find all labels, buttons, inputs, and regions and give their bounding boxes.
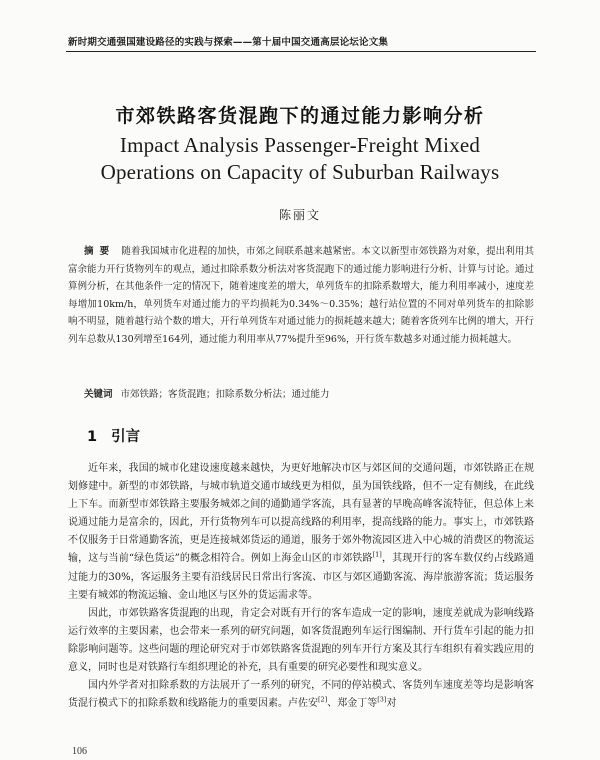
- paragraph-1: [68, 460, 534, 605]
- citation-ref: [1]: [372, 551, 382, 560]
- abstract-label: 摘要: [84, 246, 116, 257]
- citation-ref: [3]: [377, 695, 387, 704]
- section-number: 1: [87, 429, 98, 445]
- author-name: 陈丽文: [278, 208, 321, 222]
- keywords-text: 市郊铁路；客货混跑；扣除系数分析法；通过能力: [120, 389, 330, 400]
- section-heading: [87, 425, 140, 446]
- paragraph-3-text-a: 国内外学者对扣除系数的方法展开了一系列的研究，不同的停站模式、客货列车速度差等均是影响客货混行模式下的扣除系数和线路能力的重要因素。卢佐安: [68, 680, 534, 710]
- keywords-label: 关键词: [84, 389, 113, 400]
- abstract-text: 随着我国城市化进程的加快，市郊之间联系越来越紧密。本文以新型市郊铁路为对象，提出利用其富余能力开行货物列车的观点，通过扣除系数分析法对客货混跑下的通过能力影响进行分析、计算与讨论。通过算例分析，在其他条件一定的情况下，随着速度差的增大，单列货车的扣除系数增大，能力利用率减小，速度差每增加10km/h，单列货车对通过能力的平均损耗为0.34%～0.35%；越行站位置的不同对单列货车的扣除影响不明显，随着越行站个数的增大，开行单列货车对通过能力的损耗越来越大；随着客货列车比例的增大，开行列车总数从130列增至164列，通过能力利用率从77%提升至96%，开行货车数越多对通过能力损耗越大。: [68, 246, 534, 345]
- paragraph-3-text-b: 、郑金丁等: [327, 698, 378, 710]
- abstract: [68, 243, 534, 349]
- header-rule: [66, 51, 536, 52]
- title-chinese: 市郊铁路客货混跑下的通过能力影响分析: [115, 105, 485, 127]
- keywords: [84, 386, 534, 400]
- title-english-line2: Operations on Capacity of Suburban Railways: [100, 160, 500, 184]
- paragraph-3: [68, 677, 534, 713]
- section-title: 引言: [111, 429, 141, 445]
- paragraph-3-text-c: 对: [386, 698, 397, 710]
- page-number: 106: [72, 746, 87, 757]
- body-text: [68, 460, 534, 713]
- paragraph-1-text-b: ，其现开行的客车数仅约占线路通过能力的30%，客运服务主要有沿线居民日常出行客流、市区与郊区通勤客流、海岸旅游客流；货运服务主要有城郊的物流运输、金山地区与区外的货运需求等。: [68, 553, 534, 601]
- paragraph-2: 因此，市郊铁路客货混跑的出现，肯定会对既有开行的客车造成一定的影响，速度差就成为影响线路运行效率的主要因素，也会带来一系列的研究问题，如客货混跑列车运行图编制、开行货车引起的能力扣除影响问题等。这些问题的理论研究对于市郊铁路客货混跑的列车开行方案及其行车组织有着实践应用的意义，同时也是对铁路行车组织理论的补充，具有重要的研究必要性和现实意义。: [68, 607, 534, 674]
- title-english-line1: Impact Analysis Passenger-Freight Mixed: [119, 133, 481, 157]
- citation-ref: [2]: [318, 695, 328, 704]
- running-header: 新时期交通强国建设路径的实践与探索——第十届中国交通高层论坛论文集: [68, 37, 389, 48]
- paragraph-1-text-a: 近年来，我国的城市化建设速度越来越快，为更好地解决市区与郊区间的交通问题，市郊铁路正在规划修建中。新型的市郊铁路，与城市轨道交通市域线更为相似，虽为国铁线路，但不一定有侧线，在此线上下车。而新型市郊铁路主要服务城郊之间的通勤通学客流，具有显著的早晚高峰客流特征，但总体上来说通过能力是富余的，因此，开行货物列车可以提高线路的利用率，提高线路的能力。事实上，市郊铁路不仅服务于日常通勤客流，更是连接城郊货运的通道，服务于郊外物流园区进入中心城的消费区的物流运输，这与当前“绿色货运”的概念相符合。例如上海金山区的市郊铁路: [68, 463, 534, 565]
